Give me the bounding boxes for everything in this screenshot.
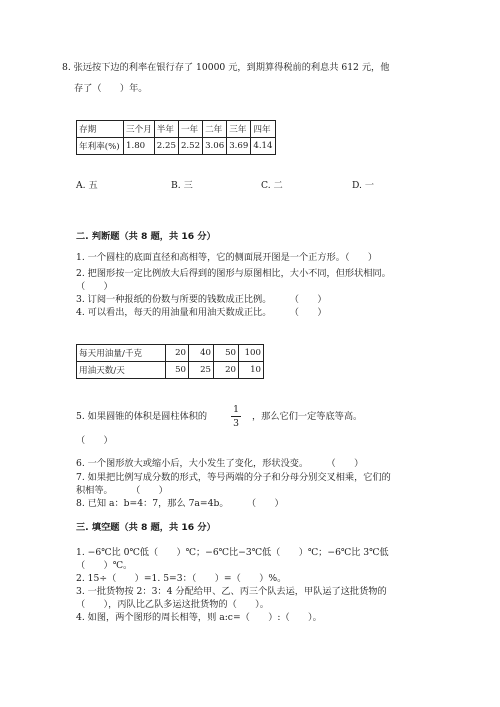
oil-usage-table [76, 344, 264, 379]
table-cell: 3.69 [227, 138, 251, 155]
table-header-cell: 三年 [227, 121, 251, 138]
judgment-item-5: 5. 如果圆锥的体积是圆柱体积的 [76, 411, 208, 422]
fill-item-3: 3. 一批货物按 2：3：4 分配给甲、乙、丙三个队去运，甲队运了这批货物的 [76, 586, 387, 597]
option-c: C. 二 [261, 180, 283, 191]
table-cell: 50 [166, 362, 189, 379]
table-header-cell: 二年 [203, 121, 227, 138]
table-row [77, 121, 276, 138]
option-d: D. 一 [352, 180, 375, 191]
judgment-item-5-paren: （ ） [76, 435, 113, 446]
table-cell: 2.25 [154, 138, 178, 155]
table-cell: 25 [189, 362, 214, 379]
q8-text-line1: 8. 张远按下边的利率在银行存了 10000 元，到期算得税前的利息共 612 元，他 [62, 62, 390, 73]
table-cell: 10 [239, 362, 264, 379]
table-header-cell: 三个月 [124, 121, 155, 138]
table-cell: 50 [214, 345, 239, 362]
fill-item-1-line2: （ ）℃。 [76, 560, 133, 571]
table-cell: 20 [214, 362, 239, 379]
fraction-numerator: 1 [233, 404, 239, 415]
table-cell: 用油天数/天 [77, 362, 166, 379]
fraction-denominator: 3 [233, 418, 239, 429]
judgment-item-2: 2. 把图形按一定比例放大后得到的图形与原图相比，大小不同，但形状相同。 [76, 268, 391, 279]
judgment-item-5-rest: ，那么它们一定等底等高。 [252, 411, 363, 422]
judgment-item-1: 1. 一个圆柱的底面直径和高相等，它的侧面展开图是一个正方形。（ ） [76, 252, 378, 263]
table-cell: 20 [166, 345, 189, 362]
table-header-cell: 存期 [77, 121, 124, 138]
judgment-item-7-line2: 积相等。 （ ） [76, 485, 168, 496]
fill-item-1: 1. −6℃比 0℃低（ ）℃；−6℃比−3℃低（ ）℃；−6℃比 3℃低 [76, 547, 389, 558]
judgment-item-7: 7. 如果把比例写成分数的形式，等号两端的分子和分母分别交叉相乘，它们的 [76, 472, 391, 483]
fill-item-2: 2. 15÷（ ）=1. 5=3：（ ）=（ ）%。 [76, 573, 287, 584]
judgment-item-3: 3. 订阅一种报纸的份数与所要的钱数成正比例。 （ ） [76, 294, 327, 305]
table-cell: 年利率(%) [77, 138, 124, 155]
table-cell: 3.06 [203, 138, 227, 155]
table-header-cell: 四年 [251, 121, 275, 138]
table-row [77, 345, 264, 362]
judgment-item-2-paren: （ ） [76, 281, 113, 292]
table-header-cell: 半年 [154, 121, 178, 138]
table-cell: 100 [239, 345, 264, 362]
interest-rate-table [76, 120, 276, 155]
fraction-bar [231, 416, 241, 417]
table-cell: 1.80 [124, 138, 155, 155]
table-row [77, 138, 276, 155]
option-a: A. 五 [76, 180, 98, 191]
fraction-one-third [230, 404, 242, 429]
judgment-item-8: 8. 已知 a：b=4：7，那么 7a=4b。 （ ） [76, 498, 284, 509]
section-title-fill-blank: 三. 填空题（共 8 题，共 16 分） [76, 522, 216, 533]
fill-item-4: 4. 如图，两个图形的周长相等，则 a:c=（ ）:（ ）。 [76, 612, 322, 623]
table-cell: 2.52 [178, 138, 202, 155]
table-header-cell: 一年 [178, 121, 202, 138]
judgment-item-4: 4. 可以看出，每天的用油量和用油天数成正比。 （ ） [76, 307, 327, 318]
judgment-item-6: 6. 一个图形放大或缩小后，大小发生了变化，形状没变。 （ ） [76, 458, 364, 469]
section-title-judgment: 二. 判断题（共 8 题，共 16 分） [76, 231, 216, 242]
table-row [77, 362, 264, 379]
table-cell: 每天用油量/千克 [77, 345, 166, 362]
q8-text-line2: 存了（ ）年。 [74, 83, 148, 94]
table-cell: 40 [189, 345, 214, 362]
table-cell: 4.14 [251, 138, 275, 155]
option-b: B. 三 [171, 180, 193, 191]
fill-item-3-line2: （ ），丙队比乙队多运这批货物的（ ）。 [76, 599, 269, 610]
